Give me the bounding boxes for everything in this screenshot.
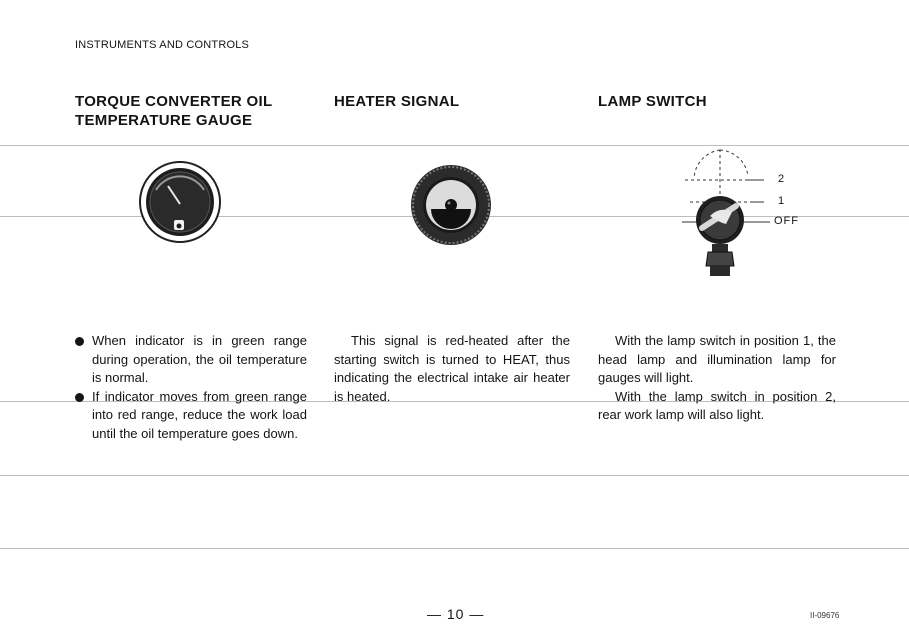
figure-code: II-09676 [810,611,840,620]
list-item: If indicator moves from green range into red range, reduce the work load until the oil temperature goes down. [75,388,307,444]
section-header: INSTRUMENTS AND CONTROLS [75,39,250,51]
paragraph: With the lamp switch in position 2, rear work lamp will also light. [598,388,836,423]
lamp-switch-title [598,92,707,111]
heater-description [334,332,570,406]
title-line: HEATER SIGNAL [334,93,460,110]
oil-temperature-gauge-icon [138,160,222,244]
heater-title [334,92,459,111]
list-item: When indicator is in green range during operation, the oil temperature is normal. [75,332,307,388]
gauge-notes [75,332,307,444]
position-1-label: 1 [778,195,786,207]
position-2-label: 2 [778,173,786,185]
divider-line [0,548,909,549]
divider-line [0,475,909,476]
gauge-title [75,92,272,130]
title-line: TORQUE CONVERTER OIL [75,93,273,110]
off-position-label: OFF [774,215,799,227]
page-number: — 10 — [427,606,485,622]
title-line: LAMP SWITCH [598,93,707,110]
heater-signal-icon [409,163,493,247]
paragraph: With the lamp switch in position 1, the head lamp and illumination lamp for gauges will light. [598,333,836,386]
lamp-switch-description [598,332,836,425]
title-line: TEMPERATURE GAUGE [75,112,253,129]
paragraph: This signal is red-heated after the starting switch is turned to HEAT, thus indicating the electrical intake air heater is heated. [334,333,570,404]
